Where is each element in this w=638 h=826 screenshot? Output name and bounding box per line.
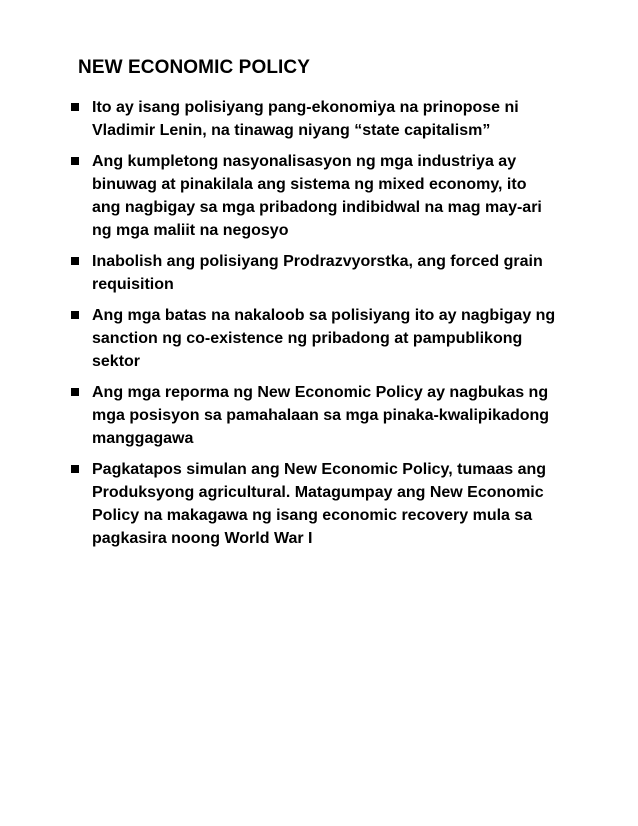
bullet-text-line: pagkasira noong World War I — [92, 530, 313, 547]
bullet-text-line: sanction ng co-existence ng pribadong at pampublikong — [92, 330, 523, 347]
bullet-text-line: Pagkatapos simulan ang New Economic Policy, tumaas ang — [92, 461, 547, 478]
bullet-item-3 — [70, 250, 580, 296]
square-bullet-icon — [71, 257, 79, 265]
square-bullet-icon — [71, 157, 79, 165]
bullet-text-line: Ang kumpletong nasyonalisasyon ng mga industriya ay — [92, 153, 517, 170]
bullet-item-4 — [70, 304, 580, 373]
square-bullet-icon — [71, 311, 79, 319]
bullet-text-line: requisition — [92, 276, 174, 293]
square-bullet-icon — [71, 465, 79, 473]
bullet-list — [70, 96, 580, 558]
square-bullet-icon — [71, 103, 79, 111]
bullet-item-2 — [70, 150, 580, 242]
bullet-text-line: mga posisyon sa pamahalaan sa mga pinaka-kwalipikadong — [92, 407, 550, 424]
bullet-text-line: binuwag at pinakilala ang sistema ng mixed economy, ito — [92, 176, 527, 193]
bullet-text-line: Policy na makagawa ng isang economic recovery mula sa — [92, 507, 533, 524]
bullet-item-6 — [70, 458, 580, 550]
bullet-text-line: Vladimir Lenin, na tinawag niyang “state capitalism” — [92, 122, 491, 139]
bullet-text-line: Inabolish ang polisiyang Prodrazvyorstka, ang forced grain — [92, 253, 543, 270]
bullet-text-line: ang nagbigay sa mga pribadong indibidwal na mag may-ari — [92, 199, 542, 216]
document-title: NEW ECONOMIC POLICY — [78, 57, 311, 78]
bullet-text-line: Ito ay isang polisiyang pang-ekonomiya na prinopose ni — [92, 99, 519, 116]
square-bullet-icon — [71, 388, 79, 396]
bullet-text-line: manggagawa — [92, 430, 194, 447]
bullet-text-line: Ang mga reporma ng New Economic Policy ay nagbukas ng — [92, 384, 549, 401]
bullet-text-line: ng mga maliit na negosyo — [92, 222, 289, 239]
bullet-text-line: Produksyong agricultural. Matagumpay ang New Economic — [92, 484, 544, 501]
bullet-text-line: Ang mga batas na nakaloob sa polisiyang ito ay nagbigay ng — [92, 307, 556, 324]
bullet-item-5 — [70, 381, 580, 450]
bullet-text-line: sektor — [92, 353, 141, 370]
bullet-item-1 — [70, 96, 580, 142]
